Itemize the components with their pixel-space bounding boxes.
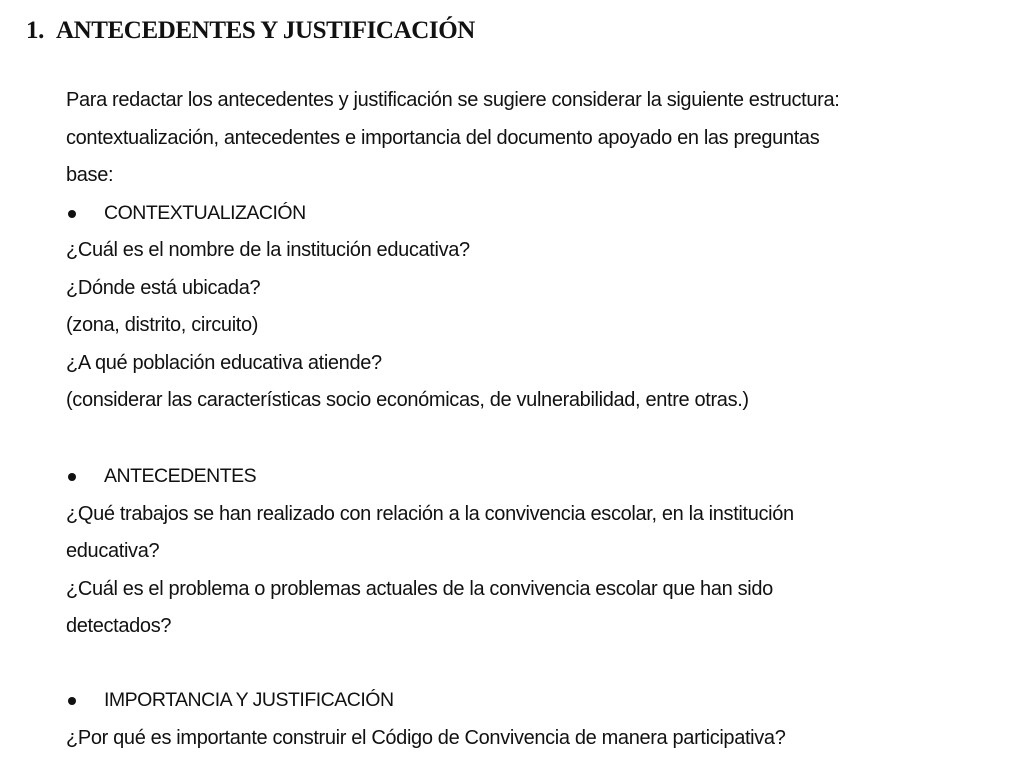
section-title: ANTECEDENTES Y JUSTIFICACIÓN <box>55 17 475 44</box>
intro-line: Para redactar los antecedentes y justificación se sugiere considerar la siguiente estructura: <box>66 89 840 111</box>
bullet-item-contextualizacion <box>66 195 1006 233</box>
section-heading <box>26 14 475 48</box>
question-line: ¿Por qué es importante construir el Código de Convivencia de manera participativa? <box>66 726 786 749</box>
note-line: (zona, distrito, circuito) <box>66 314 259 336</box>
bullet-label: CONTEXTUALIZACIÓN <box>104 201 306 224</box>
note-line: (considerar las características socio económicas, de vulnerabilidad, entre otras.) <box>66 389 749 411</box>
section-number: 1. <box>26 17 44 44</box>
importancia-block <box>66 682 1006 757</box>
bullet-icon <box>68 473 76 481</box>
question-line: ¿A qué población educativa atiende? <box>66 351 382 374</box>
bullet-icon <box>68 697 76 705</box>
question-line: ¿Cuál es el nombre de la institución educativa? <box>66 239 470 261</box>
bullet-icon <box>68 210 76 218</box>
antecedentes-block <box>66 458 1006 646</box>
question-line: ¿Cuál es el problema o problemas actuales de la convivencia escolar que han sido <box>66 577 773 600</box>
question-line: detectados? <box>66 615 172 637</box>
intro-line: base: <box>66 164 114 186</box>
question-line: ¿Dónde está ubicada? <box>66 276 261 299</box>
question-line: ¿Qué trabajos se han realizado con relación a la convivencia escolar, en la institución <box>66 502 794 525</box>
bullet-item-importancia <box>66 682 1006 720</box>
intro-line: contextualización, antecedentes e importancia del documento apoyado en las preguntas <box>66 126 820 149</box>
bullet-label: ANTECEDENTES <box>104 465 257 487</box>
bullet-item-antecedentes <box>66 458 1006 496</box>
question-line: educativa? <box>66 540 160 562</box>
bullet-label: IMPORTANCIA Y JUSTIFICACIÓN <box>104 689 394 711</box>
intro-and-context <box>66 82 1006 420</box>
